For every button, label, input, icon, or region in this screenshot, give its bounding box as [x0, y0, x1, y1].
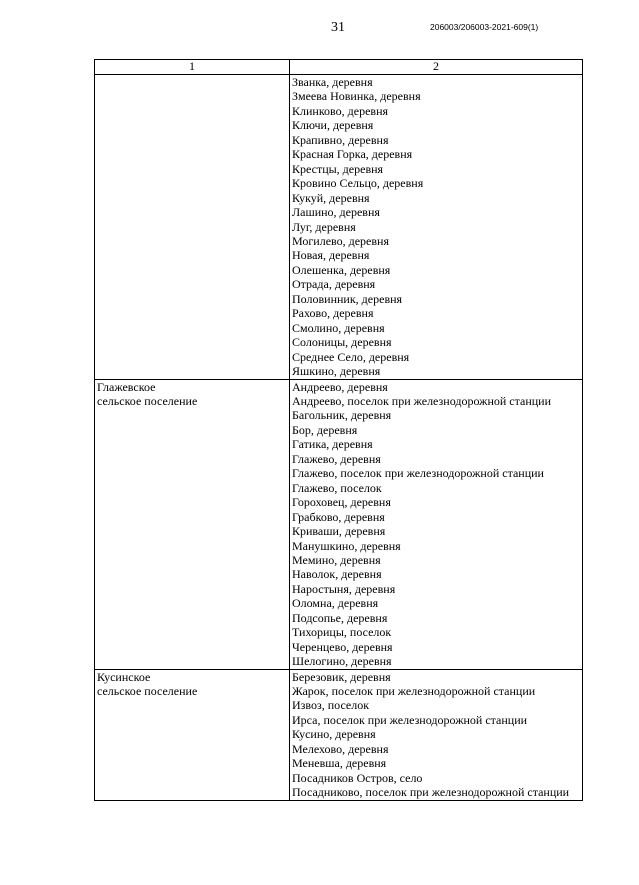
table-body	[95, 75, 583, 801]
settlement-item: Мелехово, деревня	[292, 741, 389, 756]
district-cell	[95, 75, 290, 380]
settlement-item: Луг, деревня	[292, 219, 356, 234]
column-header-1: 1	[95, 60, 290, 75]
settlement-item: Посадников Остров, село	[292, 770, 423, 785]
settlement-item: Манушкино, деревня	[292, 538, 401, 553]
places-cell	[290, 379, 583, 669]
settlement-item: Багольник, деревня	[292, 408, 392, 423]
settlement-item: Яшкино, деревня	[292, 364, 381, 379]
settlement-item: Кусино, деревня	[292, 727, 376, 742]
settlement-item: Рахово, деревня	[292, 306, 374, 321]
settlement-item: Отрада, деревня	[292, 277, 376, 292]
settlement-item: Ключи, деревня	[292, 118, 374, 133]
settlement-item: Шелогино, деревня	[292, 654, 392, 669]
table-row	[95, 75, 583, 380]
settlement-item: Андреево, поселок при железнодорожной станции	[292, 393, 552, 408]
page-number: 31	[331, 20, 345, 35]
settlement-item: Ирса, поселок при железнодорожной станции	[292, 712, 528, 727]
settlement-item: Новая, деревня	[292, 248, 370, 263]
settlement-item: Кровино Сельцо, деревня	[292, 176, 424, 191]
settlement-item: Черенцево, деревня	[292, 639, 393, 654]
settlement-item: Извоз, поселок	[292, 698, 370, 713]
settlement-item: Мемино, деревня	[292, 552, 381, 567]
settlement-item: Криваши, деревня	[292, 524, 386, 539]
settlement-item: Гороховец, деревня	[292, 495, 391, 510]
settlement-item: Грабково, деревня	[292, 509, 385, 524]
settlement-item: Лашино, деревня	[292, 205, 380, 220]
settlement-item: Крапивно, деревня	[292, 132, 389, 147]
settlement-item: Смолино, деревня	[292, 320, 385, 335]
settlement-item: Наростыня, деревня	[292, 581, 396, 596]
settlement-item: Тихорицы, поселок	[292, 625, 392, 640]
settlement-item: Жарок, поселок при железнодорожной станции	[292, 684, 536, 699]
settlement-item: Глажево, поселок	[292, 480, 382, 495]
settlement-item: Гатика, деревня	[292, 437, 373, 452]
settlement-item: Солоницы, деревня	[292, 335, 392, 350]
settlement-item: Кукуй, деревня	[292, 190, 370, 205]
settlement-item: Наволок, деревня	[292, 567, 382, 582]
settlement-item: Змеева Новинка, деревня	[292, 89, 421, 104]
settlement-item: Меневша, деревня	[292, 756, 387, 771]
settlement-item: Клинково, деревня	[292, 103, 389, 118]
settlement-item: Подсопье, деревня	[292, 610, 388, 625]
settlement-item: Крестцы, деревня	[292, 161, 384, 176]
places-cell	[290, 75, 583, 380]
settlement-item: Оломна, деревня	[292, 596, 379, 611]
table-row	[95, 379, 583, 669]
settlement-item: Посадниково, поселок при железнодорожной станции	[292, 785, 570, 800]
settlements-table	[94, 59, 583, 801]
settlement-item: Глажево, деревня	[292, 451, 381, 466]
settlement-item: Половинник, деревня	[292, 291, 403, 306]
settlement-item: Глажево, поселок при железнодорожной станции	[292, 466, 544, 481]
column-header-2: 2	[290, 60, 583, 75]
settlement-item: Андреево, деревня	[292, 379, 388, 394]
settlement-item: Среднее Село, деревня	[292, 349, 410, 364]
settlement-item: Красная Горка, деревня	[292, 147, 413, 162]
settlement-item: Березовик, деревня	[292, 669, 391, 684]
table-header-row	[95, 60, 583, 75]
settlement-item: Бор, деревня	[292, 422, 358, 437]
settlement-item: Могилево, деревня	[292, 233, 389, 248]
places-cell	[290, 669, 583, 800]
settlement-item: Олешенка, деревня	[292, 262, 391, 277]
district-cell: Глажевское сельское поселение	[95, 379, 290, 669]
settlement-item: Званка, деревня	[292, 75, 373, 89]
table-row	[95, 669, 583, 800]
district-cell: Кусинское сельское поселение	[95, 669, 290, 800]
document-code: 206003/206003-2021-609(1)	[430, 22, 539, 32]
